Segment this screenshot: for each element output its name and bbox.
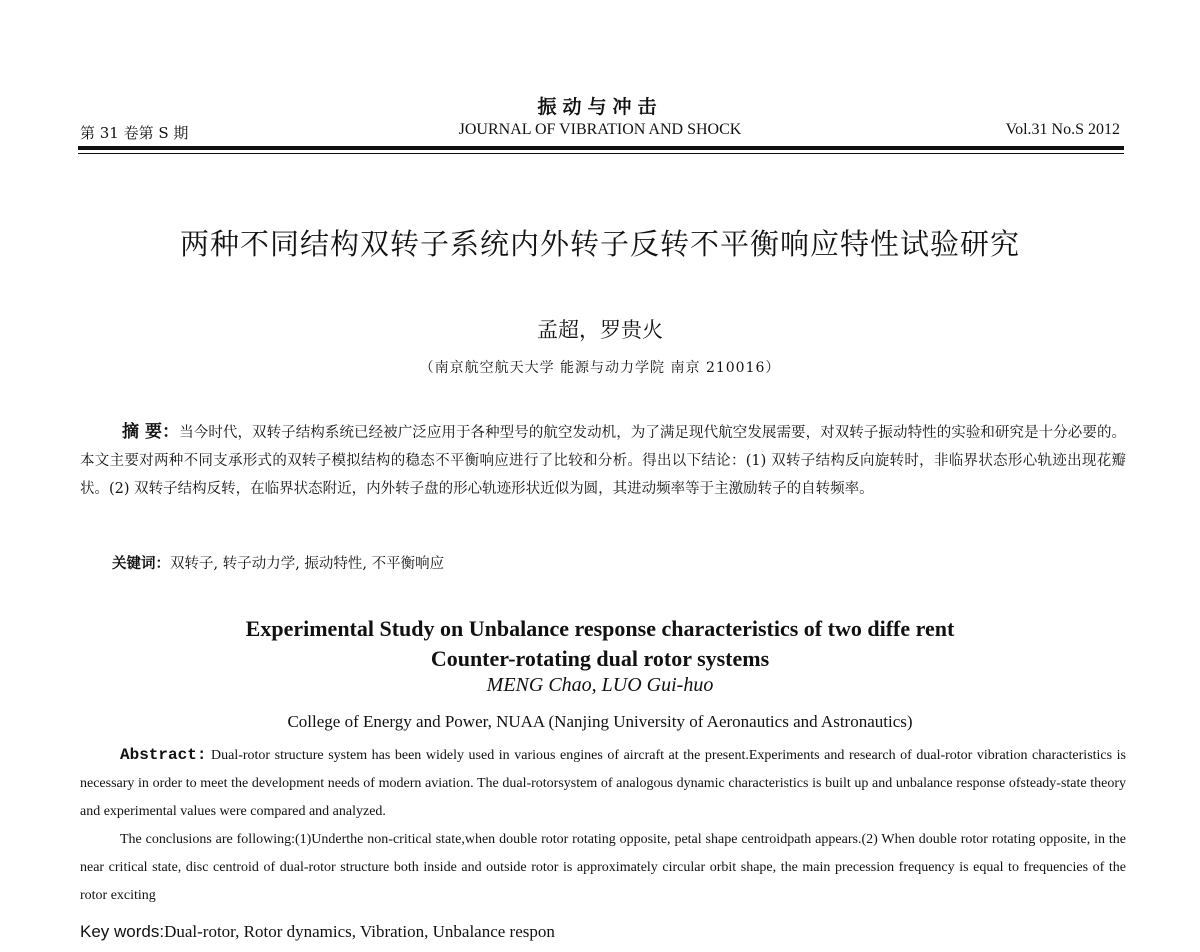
affiliation-cn: （南京航空航天大学 能源与动力学院 南京 210016） — [419, 360, 781, 376]
abstract-en-paragraph-2: The conclusions are following:(1)Underthe non-critical state,when double rotor rotating opposite, petal shape centroidpath appears.(2) When double rotor rotating opposite, in the near critical state, disc centroid of dual-rotor structure both inside and outside rotor is approximately circular orbit shape, the main precession frequency is equal to frequencies of the rotor exciting — [80, 832, 1126, 903]
paper-title-cn: 两种不同结构双转子系统内外转子反转不平衡响应特性试验研究 — [179, 227, 1020, 261]
abstract-label-cn: 摘 要： — [122, 422, 180, 442]
keywords-en — [80, 922, 555, 942]
abstract-cn — [80, 418, 1126, 503]
keywords-text-cn: 双转子, 转子动力学, 振动特性, 不平衡响应 — [170, 556, 445, 572]
abstract-en-text-1: Dual-rotor structure system has been widely used in various engines of aircraft at the present.Experiments and research of dual-rotor vibration characteristics is necessary in order to meet the development needs of modern aviation. The dual-rotorsystem of analogous dynamic characteristics is built up and unbalance response ofsteady-state theory and experimental values were compared and analyzed. — [80, 748, 1126, 819]
header-rule-thick — [78, 146, 1124, 150]
journal-name-en: JOURNAL OF VIBRATION AND SHOCK — [458, 121, 742, 138]
abstract-en — [80, 741, 1126, 910]
paper-title-en-line2: Counter-rotating dual rotor systems — [430, 646, 770, 671]
authors-en: MENG Chao, LUO Gui-huo — [486, 674, 714, 696]
abstract-text-cn: 当今时代，双转子结构系统已经被广泛应用于各种型号的航空发动机，为了满足现代航空发展需要，对双转子振动特性的实验和研究是十分必要的。本文主要对两种不同支承形式的双转子模拟结构的稳态不平衡响应进行了比较和分析。得出以下结论：(1) 双转子结构反向旋转时，非临界状态形心轨迹出现花瓣状。(2) 双转子结构反转，在临界状态附近，内外转子盘的形心轨迹形状近似为圆，其进动频率等于主激励转子的自转频率。 — [80, 425, 1127, 497]
journal-name-cn: 振动与冲击 — [537, 96, 663, 118]
issue-info-cn: 第 31 卷第 S 期 — [80, 124, 189, 142]
keywords-cn — [112, 552, 444, 573]
abstract-label-en: Abstract: — [120, 746, 207, 764]
paper-title-en — [0, 614, 1200, 674]
keywords-label-en: Key words: — [80, 922, 165, 941]
keywords-text-en: Dual-rotor, Rotor dynamics, Vibration, Unbalance respon — [164, 922, 555, 941]
volume-info-en: Vol.31 No.S 2012 — [1005, 121, 1120, 138]
paper-title-en-line1: Experimental Study on Unbalance response characteristics of two diffe rent — [245, 616, 955, 641]
authors-cn: 孟超，罗贵火 — [537, 318, 663, 342]
keywords-label-cn: 关键词： — [112, 555, 170, 572]
abstract-en-paragraph-1 — [80, 741, 1126, 826]
header-rule-thin — [78, 153, 1124, 154]
affiliation-en: College of Energy and Power, NUAA (Nanjing University of Aeronautics and Astronautics) — [287, 712, 913, 731]
